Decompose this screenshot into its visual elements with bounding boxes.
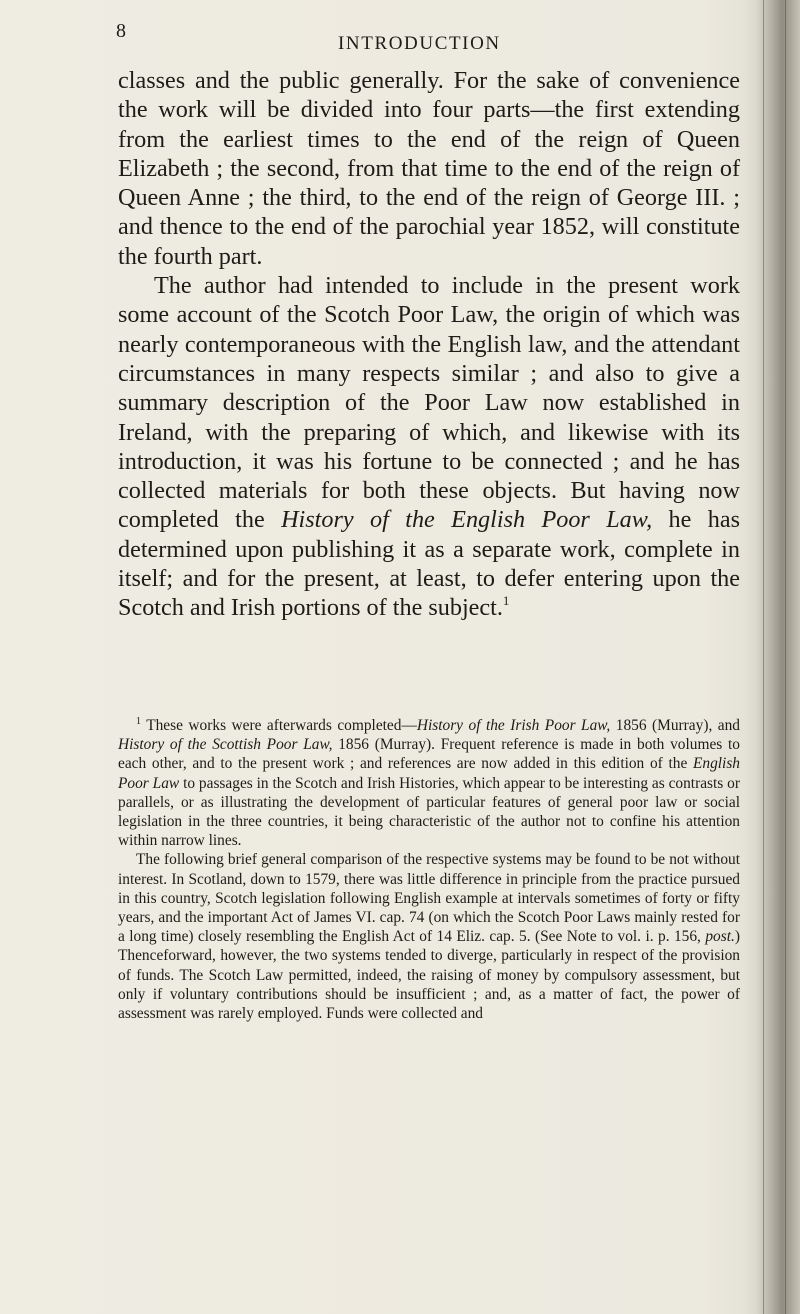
- text-span: The following brief general comparison of the respective systems may be found to be not without interest. In Scotland, down to 1579, there was little difference in principle from the practice pursued in this country, Scotch legislation following English example at intervals sometimes of forty or fifty years, and the important Act of James VI. cap. 74 (on which the Scotch Poor Laws mainly rested for a long time) closely resembling the English Act of 14 Eliz. cap. 5. (See Note to vol. i. p. 156,: [118, 851, 740, 946]
- footnote: [118, 850, 740, 1023]
- footnote-reference: 1: [502, 593, 510, 609]
- text-span: The author had intended to include in the present work some account of the Scotch Poor Law, the origin of which was nearly contemporaneous with the English law, and the attendant circumstances in many respects similar ; and also to give a summary description of the Poor Law now established in Ireland, with the preparing of which, and likewise with its introduction, it was his fortune to be connected ; and he has collected materials for both these objects. But having now completed the: [118, 272, 740, 534]
- text-span: to passages in the Scotch and Irish Histories, which appear to be interesting as contrasts or parallels, or as illustrating the development of particular features of general poor law or social legislation in the three countries, it being characteristic of the author not to confine his attention within narrow lines.: [118, 774, 740, 850]
- running-head: INTRODUCTION: [338, 33, 501, 54]
- paragraph: classes and the public generally. For the sake of convenience the work will be divided into four parts—the first extending from the earliest times to the end of the reign of Queen Elizabeth ; the second, from that time to the end of the reign of Queen Anne ; the third, to the end of the reign of George III. ; and thence to the end of the parochial year 1852, will constitute the fourth part.: [118, 67, 740, 270]
- italic-title: English Poor Law: [118, 755, 740, 792]
- italic-title: History of the English Poor Law,: [281, 506, 653, 534]
- paragraph: [118, 271, 740, 623]
- footnote: [118, 716, 740, 850]
- gutter-edge-line: [763, 0, 764, 1314]
- gutter-edge-line: [785, 0, 786, 1314]
- text-span: 1856 (Murray). Frequent reference is made in both volumes to each other, and to the present work ; and references are now added in this edition of the: [118, 736, 740, 773]
- main-text: [118, 66, 740, 623]
- text-span: 1856 (Murray), and: [610, 717, 741, 734]
- text-span: ) Thenceforward, however, the two systems tended to diverge, particularly in respect of the provision of funds. The Scotch Law permitted, indeed, the raising of money by compulsory assessment, but only if voluntary contributions should be insufficient ; and, as a matter of fact, the power of assessment was rarely employed. Funds were collected and: [118, 928, 740, 1023]
- footnotes: [118, 716, 740, 1023]
- italic-text: post.: [705, 928, 735, 946]
- italic-title: History of the Scottish Poor Law,: [118, 736, 333, 754]
- text-span: he has determined upon publishing it as a separate work, complete in itself; and for the present, at least, to defer entering upon the Scotch and Irish portions of the subject.: [118, 506, 741, 622]
- page-number: 8: [116, 20, 127, 42]
- footnote-mark: 1: [136, 716, 141, 727]
- italic-title: History of the Irish Poor Law,: [416, 717, 611, 734]
- text-span: These works were afterwards completed—: [141, 717, 417, 734]
